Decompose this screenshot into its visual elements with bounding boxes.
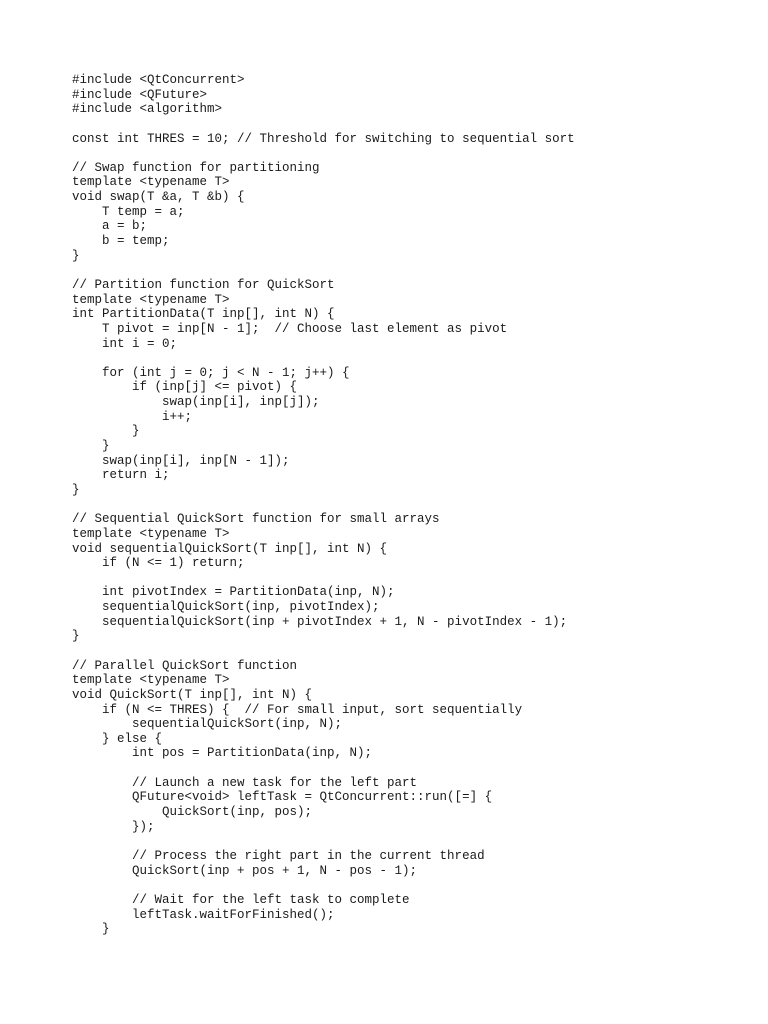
code-line: int PartitionData(T inp[], int N) { <box>72 307 335 322</box>
code-line: // Partition function for QuickSort <box>72 277 335 292</box>
code-line: } <box>72 439 110 454</box>
code-line: if (inp[j] <= pivot) { <box>72 380 298 395</box>
code-line: template <typename T> <box>72 526 230 541</box>
code-line <box>72 117 575 132</box>
code-line: QuickSort(inp, pos); <box>72 805 313 820</box>
code-line: QuickSort(inp + pos + 1, N - pos - 1); <box>72 863 418 878</box>
code-line: #include <algorithm> <box>72 102 223 117</box>
code-line: } <box>72 248 80 263</box>
code-line: // Process the right part in the current thread <box>72 848 485 863</box>
code-line: a = b; <box>72 219 148 234</box>
code-line <box>72 498 575 513</box>
code-line <box>72 644 575 659</box>
code-line: void QuickSort(T inp[], int N) { <box>72 687 313 702</box>
code-line: swap(inp[i], inp[j]); <box>72 395 320 410</box>
code-line <box>72 263 575 278</box>
code-line: QFuture<void> leftTask = QtConcurrent::run([=] { <box>72 790 493 805</box>
code-line: sequentialQuickSort(inp + pivotIndex + 1, N - pivotIndex - 1); <box>72 614 568 629</box>
code-line: return i; <box>72 468 170 483</box>
code-line <box>72 761 575 776</box>
code-line: } <box>72 424 140 439</box>
code-line: } else { <box>72 731 163 746</box>
code-line: // Swap function for partitioning <box>72 160 320 175</box>
code-line: T temp = a; <box>72 204 185 219</box>
code-line: for (int j = 0; j < N - 1; j++) { <box>72 365 350 380</box>
code-line: sequentialQuickSort(inp, N); <box>72 717 343 732</box>
code-line: } <box>72 629 80 644</box>
code-line: } <box>72 922 110 937</box>
code-line: }); <box>72 819 155 834</box>
code-line: // Wait for the left task to complete <box>72 892 410 907</box>
code-line: leftTask.waitForFinished(); <box>72 907 335 922</box>
code-block <box>72 73 575 937</box>
code-line: int pos = PartitionData(inp, N); <box>72 746 373 761</box>
code-line <box>72 146 575 161</box>
code-line: template <typename T> <box>72 175 230 190</box>
code-line: if (N <= THRES) { // For small input, sort sequentially <box>72 702 523 717</box>
code-line: void sequentialQuickSort(T inp[], int N) { <box>72 541 388 556</box>
code-line <box>72 878 575 893</box>
code-line: // Sequential QuickSort function for small arrays <box>72 512 440 527</box>
code-line: const int THRES = 10; // Threshold for switching to sequential sort <box>72 131 575 146</box>
code-line: void swap(T &a, T &b) { <box>72 190 245 205</box>
code-line: template <typename T> <box>72 292 230 307</box>
code-line: // Parallel QuickSort function <box>72 658 298 673</box>
code-line: if (N <= 1) return; <box>72 556 245 571</box>
code-line <box>72 351 575 366</box>
code-line: swap(inp[i], inp[N - 1]); <box>72 453 290 468</box>
code-line: int pivotIndex = PartitionData(inp, N); <box>72 585 395 600</box>
code-line: b = temp; <box>72 234 170 249</box>
code-line: // Launch a new task for the left part <box>72 775 418 790</box>
code-line <box>72 834 575 849</box>
code-line: #include <QFuture> <box>72 87 208 102</box>
code-line: #include <QtConcurrent> <box>72 73 245 87</box>
code-line: i++; <box>72 409 193 424</box>
code-line: T pivot = inp[N - 1]; // Choose last element as pivot <box>72 321 508 336</box>
code-line: sequentialQuickSort(inp, pivotIndex); <box>72 600 380 615</box>
code-line <box>72 571 575 586</box>
code-line: template <typename T> <box>72 673 230 688</box>
code-line: int i = 0; <box>72 336 178 351</box>
code-line: } <box>72 482 80 497</box>
